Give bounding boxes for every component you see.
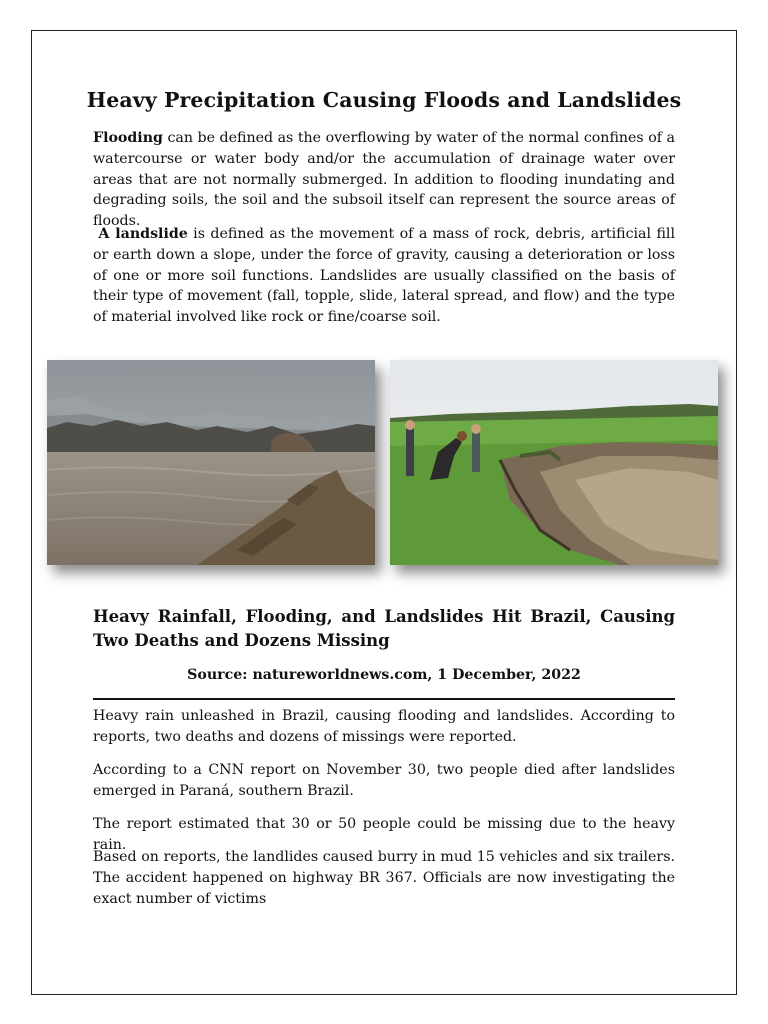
- news-paragraph: The report estimated that 30 or 50 people could be missing due to the heavy rain.: [93, 816, 675, 853]
- divider-rule: [93, 698, 675, 700]
- news-source: Source: natureworldnews.com, 1 December, 2022: [187, 667, 581, 683]
- landslide-paragraph: [93, 224, 675, 328]
- news-paragraph: According to a CNN report on November 30, two people died after landslides emerged in Paraná, southern Brazil.: [93, 762, 675, 799]
- news-headline: Heavy Rainfall, Flooding, and Landslides Hit Brazil, Causing Two Deaths and Dozens Missing: [93, 607, 675, 650]
- flooded-river-photo: [47, 360, 375, 565]
- flooding-paragraph: [93, 128, 675, 232]
- landslide-crack-photo: [390, 360, 718, 565]
- page-title: Heavy Precipitation Causing Floods and Landslides: [86, 88, 682, 112]
- news-paragraph: Heavy rain unleashed in Brazil, causing flooding and landslides. According to reports, two deaths and dozens of missings were reported.: [93, 708, 675, 745]
- landslide-term: A landslide: [98, 226, 188, 242]
- flooding-definition: can be defined as the overflowing by water of the normal confines of a watercourse or water body and/or the accumulation of drainage water over areas that are not normally submerged. In addition to flooding inundating and degrading soils, the soil and the subsoil itself can represent the source areas of floods.: [93, 130, 675, 230]
- landslide-definition: is defined as the movement of a mass of rock, debris, artificial fill or earth down a slope, under the force of gravity, causing a deterioration or loss of one or more soil functions. Landslides are usually classified on the basis of their type of movement (fall, topple, slide, lateral spread, and flow) and the type of material involved like rock or fine/coarse soil.: [93, 226, 675, 326]
- flooding-term: Flooding: [93, 130, 163, 146]
- news-paragraph: Based on reports, the landlides caused burry in mud 15 vehicles and six trailers. The accident happened on highway BR 367. Officials are now investigating the exact number of victims: [93, 849, 675, 907]
